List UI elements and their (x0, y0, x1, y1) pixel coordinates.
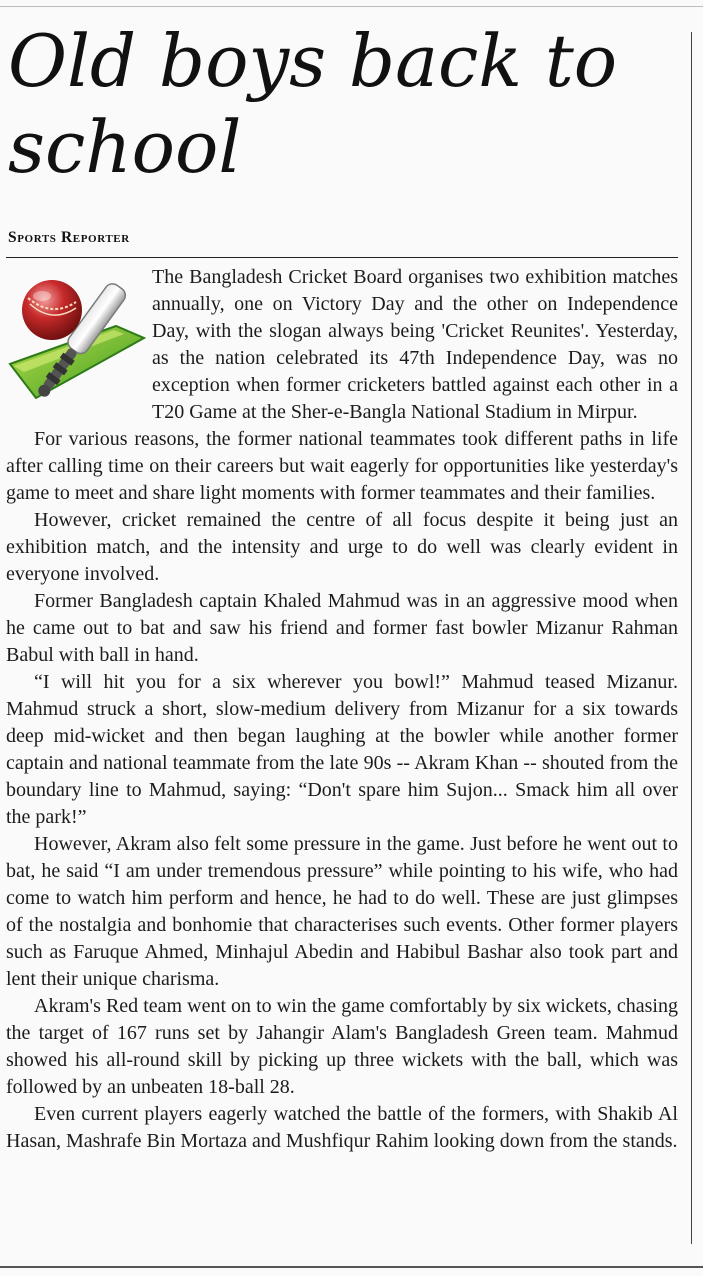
article-body (6, 264, 678, 1155)
paragraph-1-text: The Bangladesh Cricket Board organises two exhibition matches annually, one on Victory Day and the other on Independence Day, with the slogan always being 'Cricket Reunites'. Yesterday, as the nation celebrated its 47th Independence Day, was no exception when former cricketers battled against each other in a T20 Game at the Sher-e-Bangla National Stadium in Mirpur. (152, 266, 678, 423)
byline-rule (6, 257, 678, 258)
paragraph-1 (6, 264, 678, 426)
paragraph-4: Former Bangladesh captain Khaled Mahmud was in an aggressive mood when he came out to bat and saw his friend and former fast bowler Mizanur Rahman Babul with ball in hand. (6, 590, 678, 666)
paragraph-6: However, Akram also felt some pressure in the game. Just before he went out to bat, he said “I am under tremendous pressure” while pointing to his wife, who had come to watch him perform and hence, he had to do well. These are just glimpses of the nostalgia and bonhomie that characterises such events. Other former players such as Faruque Ahmed, Minhajul Abedin and Habibul Bashar also took part and lent their unique charisma. (6, 833, 678, 990)
column-rule (691, 32, 692, 1244)
paragraph-5: “I will hit you for a six wherever you bowl!” Mahmud teased Mizanur. Mahmud struck a short, slow-medium delivery from Mizanur for a six towards deep mid-wicket and then began laughing at the bowler while another former captain and national teammate from the late 90s -- Akram Khan -- shouted from the boundary line to Mahmud, saying: “Don't spare him Sujon... Smack him all over the park!” (6, 671, 678, 828)
paragraph-7: Akram's Red team went on to win the game comfortably by six wickets, chasing the target of 167 runs set by Jahangir Alam's Bangladesh Green team. Mahmud showed his all-round skill by picking up three wickets with the ball, which was followed by an unbeaten 18-ball 28. (6, 995, 678, 1098)
paragraph-8: Even current players eagerly watched the battle of the formers, with Shakib Al Hasan, Mashrafe Bin Mortaza and Mushfiqur Rahim looking down from the stands. (6, 1103, 678, 1152)
paragraph-3: However, cricket remained the centre of all focus despite it being just an exhibition match, and the intensity and urge to do well was clearly evident in everyone involved. (6, 509, 678, 585)
bottom-rule (0, 1266, 703, 1268)
top-rule (0, 6, 703, 7)
byline: Sports Reporter (8, 229, 130, 246)
paragraph-2: For various reasons, the former national teammates took different paths in life after calling time on their careers but wait eagerly for opportunities like yesterday's game to meet and share light moments with former teammates and their families. (6, 428, 678, 504)
headline: Old boys back to school (8, 19, 618, 189)
cricket-ball-and-bat-icon (6, 268, 146, 416)
